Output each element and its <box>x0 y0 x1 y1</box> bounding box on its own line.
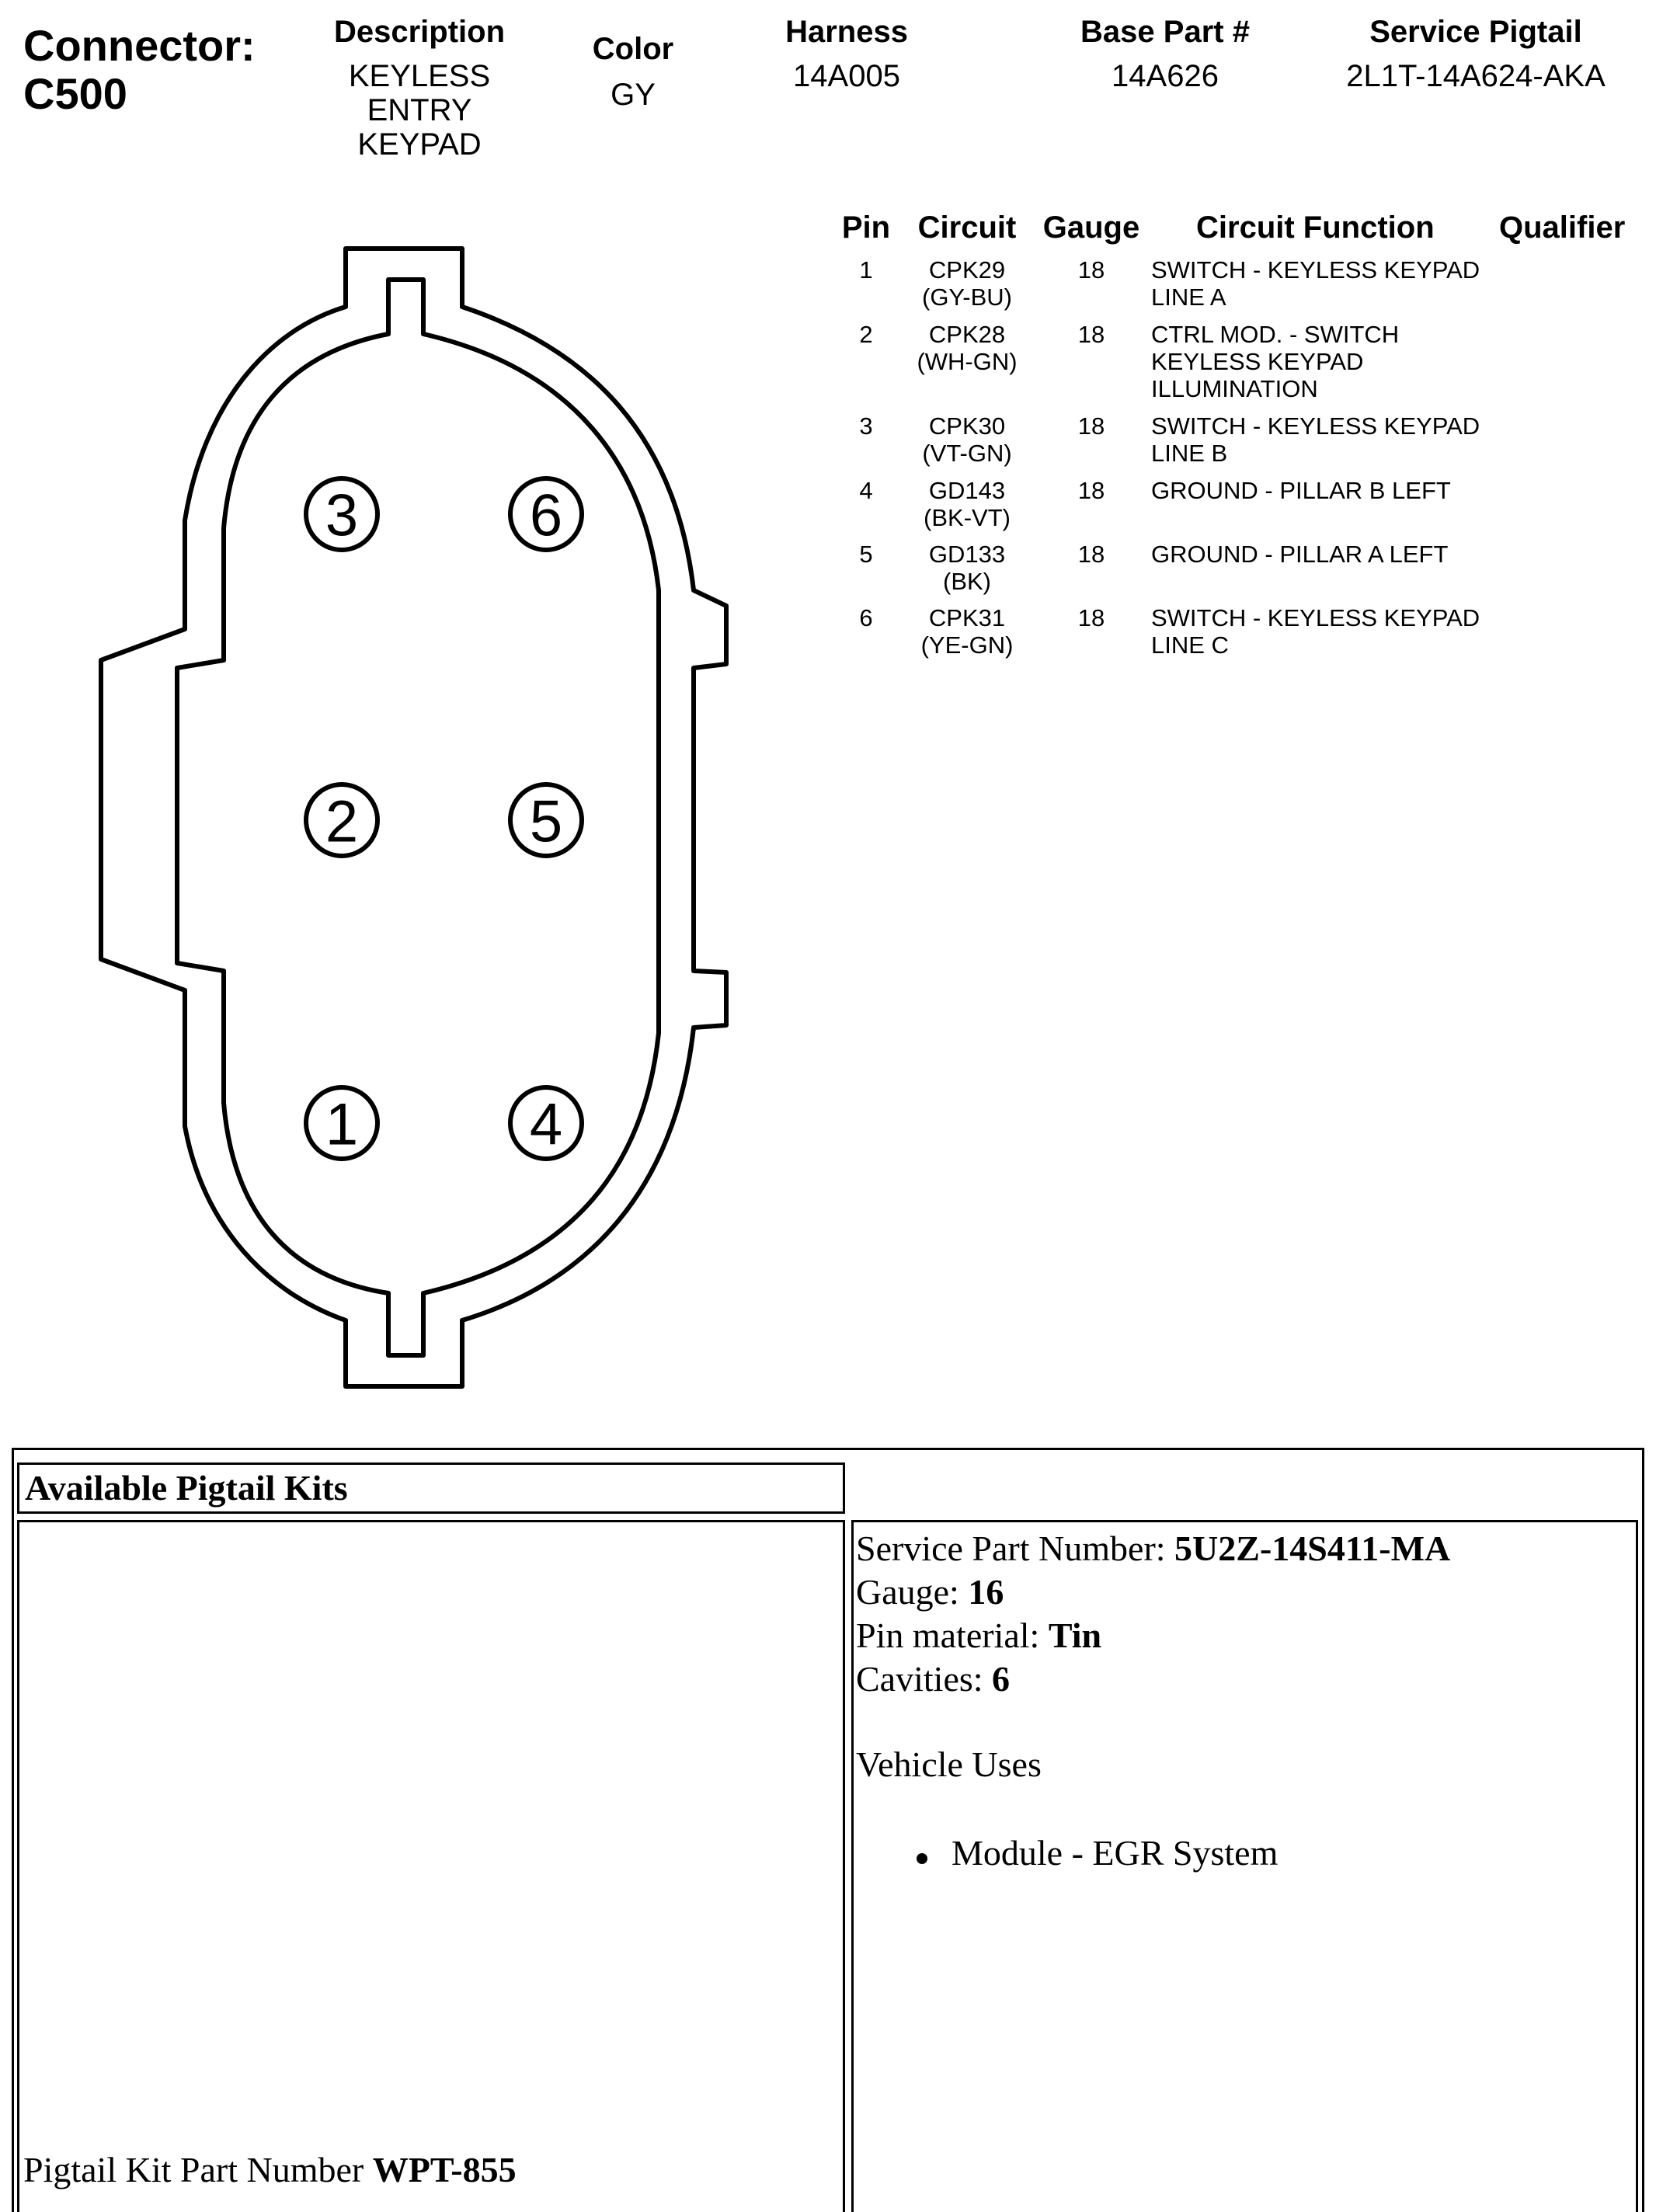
connector-housing-outline <box>101 249 726 1386</box>
pin-number: 6 <box>859 604 873 631</box>
pigtail-section-title: Available Pigtail Kits <box>25 1468 348 1508</box>
connector-id: C500 <box>23 69 127 118</box>
base-part-value: 14A626 <box>1112 59 1219 93</box>
service-pigtail-column <box>1320 14 1631 93</box>
circuit-id: CPK30 <box>928 412 1006 440</box>
wire-color: (VT-GN) <box>922 440 1012 467</box>
pin-number: 2 <box>859 321 873 348</box>
cavities <box>856 1657 1010 1701</box>
description-header: Description <box>333 15 506 49</box>
pigtail-kit-part-value: WPT-855 <box>372 2150 517 2189</box>
circuit-function-line: GROUND - PILLAR B LEFT <box>1151 477 1451 504</box>
pin-number: 4 <box>859 477 873 504</box>
circuit-id: GD133 <box>928 541 1006 568</box>
pin-material-label: Pin material: <box>856 1616 1049 1655</box>
pigtail-gauge <box>856 1570 1004 1614</box>
circuit-id: CPK31 <box>928 604 1006 631</box>
pin-number: 1 <box>859 256 873 283</box>
service-part-number-label: Service Part Number: <box>856 1529 1175 1568</box>
description-column <box>272 14 567 162</box>
circuit-function-line: KEYLESS KEYPAD <box>1151 348 1364 375</box>
circuit-function-line: LINE C <box>1151 631 1229 659</box>
pin-material <box>856 1614 1101 1657</box>
harness-column <box>738 14 955 93</box>
circuit-function-line: ILLUMINATION <box>1151 375 1318 402</box>
harness-value: 14A005 <box>793 59 900 93</box>
connector-title <box>23 22 256 118</box>
pin-label-1: 1 <box>325 1091 359 1158</box>
pigtail-kit-part-label: Pigtail Kit Part Number <box>23 2150 373 2189</box>
wire-gauge: 18 <box>1077 321 1105 348</box>
circuit-function-line: LINE B <box>1151 440 1228 467</box>
wire-color: (BK) <box>943 568 991 595</box>
pigtail-image-cell <box>17 1520 845 2212</box>
wire-gauge: 18 <box>1077 256 1105 283</box>
wire-gauge: 18 <box>1077 412 1105 440</box>
circuit-function-line: SWITCH - KEYLESS KEYPAD <box>1151 604 1480 631</box>
wire-gauge: 18 <box>1077 477 1105 504</box>
pin-number: 5 <box>859 541 873 568</box>
connector-label: Connector: <box>23 21 256 70</box>
pin-label-4: 4 <box>529 1091 563 1158</box>
service-part-number <box>856 1527 1450 1570</box>
bullet-icon <box>917 1853 927 1864</box>
service-pigtail-header: Service Pigtail <box>1369 15 1582 49</box>
wire-color: (WH-GN) <box>917 348 1018 375</box>
service-part-number-value: 5U2Z-14S411-MA <box>1174 1529 1451 1568</box>
cavities-value: 6 <box>992 1659 1011 1699</box>
circuit-function-line: LINE A <box>1151 283 1226 311</box>
pin-number: 3 <box>859 412 873 440</box>
color-column <box>567 31 699 112</box>
base-part-header: Base Part # <box>1080 15 1250 49</box>
circuit-id: CPK28 <box>928 321 1006 348</box>
circuit-function-line: SWITCH - KEYLESS KEYPAD <box>1151 256 1480 283</box>
wire-color: (YE-GN) <box>920 631 1014 659</box>
wire-color: (GY-BU) <box>922 283 1012 311</box>
service-pigtail-value: 2L1T-14A624-AKA <box>1346 59 1606 93</box>
qualifier-column-header: Qualifier <box>1499 210 1626 245</box>
pin-label-2: 2 <box>325 788 359 855</box>
pin-column-header: Pin <box>841 210 891 245</box>
circuit-function-line: SWITCH - KEYLESS KEYPAD <box>1151 412 1480 440</box>
vehicle-use-text: Module - EGR System <box>952 1833 1279 1873</box>
circuit-id: CPK29 <box>928 256 1006 283</box>
pigtail-kit-part-number <box>23 2148 517 2192</box>
connector-inner-outline <box>177 280 659 1355</box>
pigtail-gauge-value: 16 <box>968 1572 1004 1612</box>
harness-header: Harness <box>785 15 908 49</box>
pin-label-3: 3 <box>325 482 359 549</box>
pin-label-5: 5 <box>529 788 563 855</box>
circuit-id: GD143 <box>928 477 1006 504</box>
pigtail-gauge-label: Gauge: <box>856 1572 969 1612</box>
pin-material-value: Tin <box>1048 1616 1102 1655</box>
circuit-column-header: Circuit <box>917 210 1017 245</box>
color-value: GY <box>611 78 656 112</box>
wire-color: (BK-VT) <box>924 504 1011 531</box>
wire-gauge: 18 <box>1077 604 1105 631</box>
vehicle-uses-heading: Vehicle Uses <box>856 1744 1042 1784</box>
function-column-header: Circuit Function <box>1196 210 1435 245</box>
wire-gauge: 18 <box>1077 541 1105 568</box>
circuit-function-line: GROUND - PILLAR A LEFT <box>1151 541 1449 568</box>
description-value: KEYLESS ENTRY KEYPAD <box>348 59 491 162</box>
circuit-function-line: CTRL MOD. - SWITCH <box>1151 321 1400 348</box>
connector-face-diagram <box>0 217 777 1398</box>
gauge-column-header: Gauge <box>1042 210 1140 245</box>
cavities-label: Cavities: <box>856 1659 993 1699</box>
pin-label-6: 6 <box>529 482 563 549</box>
base-part-column <box>1041 14 1289 93</box>
color-header: Color <box>592 32 674 66</box>
